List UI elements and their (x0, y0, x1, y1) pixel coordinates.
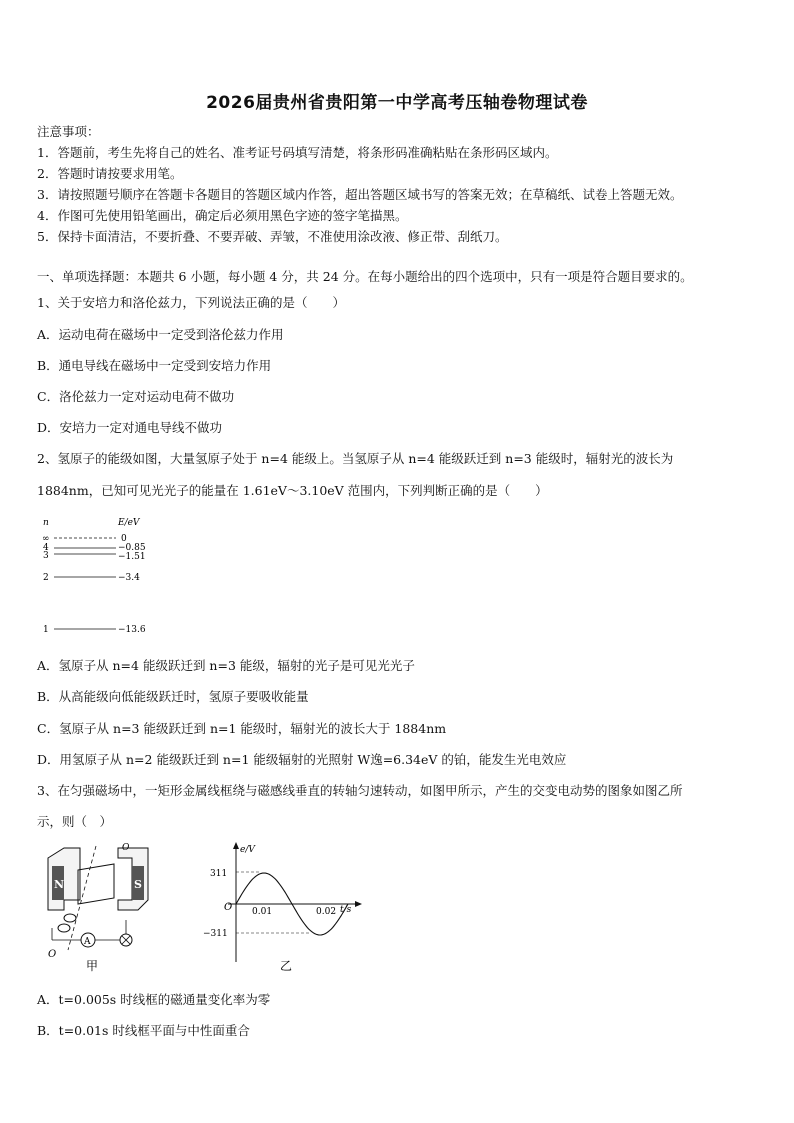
q2-option-d: D．用氢原子从 n=2 能级跃迁到 n=1 能级辐射的光照射 W逸=6.34eV 的铂，能发生光电效应 (37, 752, 567, 767)
q1-option-d: D．安培力一定对通电导线不做功 (37, 420, 223, 435)
level-energy-label: −13.6 (118, 625, 146, 635)
graph-t2-label: 0.02 (316, 907, 337, 917)
q3-option-b: B．t=0.01s 时线框平面与中性面重合 (37, 1023, 250, 1038)
notice-item: 5．保持卡面清洁，不要折叠、不要弄破、弄皱，不准使用涂改液、修正带、刮纸刀。 (37, 229, 508, 244)
graph-ymax-label: 311 (210, 869, 228, 879)
generator-figure-jia (38, 840, 163, 975)
question-3-stem-cont: 示，则（ ） (37, 814, 113, 829)
graph-t1-label: 0.01 (252, 907, 273, 917)
slip-ring (64, 914, 76, 922)
q1-option-c: C．洛伦兹力一定对运动电荷不做功 (37, 389, 235, 404)
graph-y-label: e/V (240, 845, 255, 855)
question-1-stem: 1、关于安培力和洛伦兹力，下列说法正确的是（ ） (37, 295, 345, 310)
question-3-stem: 3、在匀强磁场中，一矩形金属线框绕与磁感线垂直的转轴匀速转动，如图甲所示，产生的交变电动势的图象如图乙所 (37, 783, 683, 798)
notice-item: 2．答题时请按要求用笔。 (37, 166, 183, 181)
notice-item: 3．请按照题号顺序在答题卡各题目的答题区域内作答，超出答题区域书写的答案无效；在草稿纸、试卷上答题无效。 (37, 187, 683, 202)
energy-axis-label: E/eV (118, 518, 140, 528)
q3-option-a: A．t=0.005s 时线框的磁通量变化率为零 (37, 992, 271, 1007)
slip-ring (58, 924, 70, 932)
s-pole-label: S (134, 878, 142, 891)
level-n-label: 3 (43, 551, 49, 561)
notice-heading: 注意事项： (37, 124, 100, 139)
question-2-stem-cont: 1884nm，已知可见光光子的能量在 1.61eV～3.10eV 范围内，下列判断正确的是（ ） (37, 483, 548, 498)
level-n-label: 1 (43, 625, 49, 635)
coil-frame (78, 864, 114, 904)
ammeter-label: A (84, 937, 91, 947)
level-n-label: ∞ (42, 534, 50, 544)
question-2-stem: 2、氢原子的能级如图，大量氢原子处于 n=4 能级上。当氢原子从 n=4 能级跃迁到 n=3 能级时，辐射光的波长为 (37, 451, 674, 466)
n-pole-label: N (54, 878, 65, 891)
section-heading: 一、单项选择题：本题共 6 小题，每小题 4 分，共 24 分。在每小题给出的四个选项中，只有一项是符合题目要求的。 (37, 269, 693, 284)
level-energy-label: −3.4 (118, 573, 140, 583)
level-energy-label: 0 (121, 534, 127, 544)
graph-x-label: t/s (340, 905, 352, 915)
notice-item: 1．答题前，考生先将自己的姓名、准考证号码填写清楚，将条形码准确粘贴在条形码区域内。 (37, 145, 558, 160)
q2-option-b: B．从高能级向低能级跃迁时，氢原子要吸收能量 (37, 689, 309, 704)
graph-ymin-label: −311 (203, 929, 228, 939)
q1-option-a: A．运动电荷在磁场中一定受到洛伦兹力作用 (37, 327, 284, 342)
q2-option-c: C．氢原子从 n=3 能级跃迁到 n=1 能级时，辐射光的波长大于 1884nm (37, 721, 447, 736)
q2-option-a: A．氢原子从 n=4 能级跃迁到 n=3 能级，辐射的光子是可见光光子 (37, 658, 415, 673)
origin-label: O (48, 949, 57, 960)
emf-graph-yi (200, 840, 370, 975)
level-energy-label: −0.85 (118, 543, 146, 553)
graph-origin: O (224, 902, 233, 913)
level-n-label: 2 (43, 573, 49, 583)
q1-option-b: B．通电导线在磁场中一定受到安培力作用 (37, 358, 272, 373)
notice-item: 4．作图可先使用铅笔画出，确定后必须用黑色字迹的签字笔描黑。 (37, 208, 408, 223)
figure-caption-jia: 甲 (86, 959, 99, 973)
n-axis-label: n (43, 518, 49, 528)
energy-level-diagram (38, 515, 168, 640)
level-n-label: 4 (43, 543, 49, 553)
level-energy-label: −1.51 (118, 552, 146, 562)
axis-label-o: O (122, 843, 130, 853)
page-title: 2026届贵州省贵阳第一中学高考压轴卷物理试卷 (206, 93, 588, 113)
figure-caption-yi: 乙 (280, 959, 293, 973)
